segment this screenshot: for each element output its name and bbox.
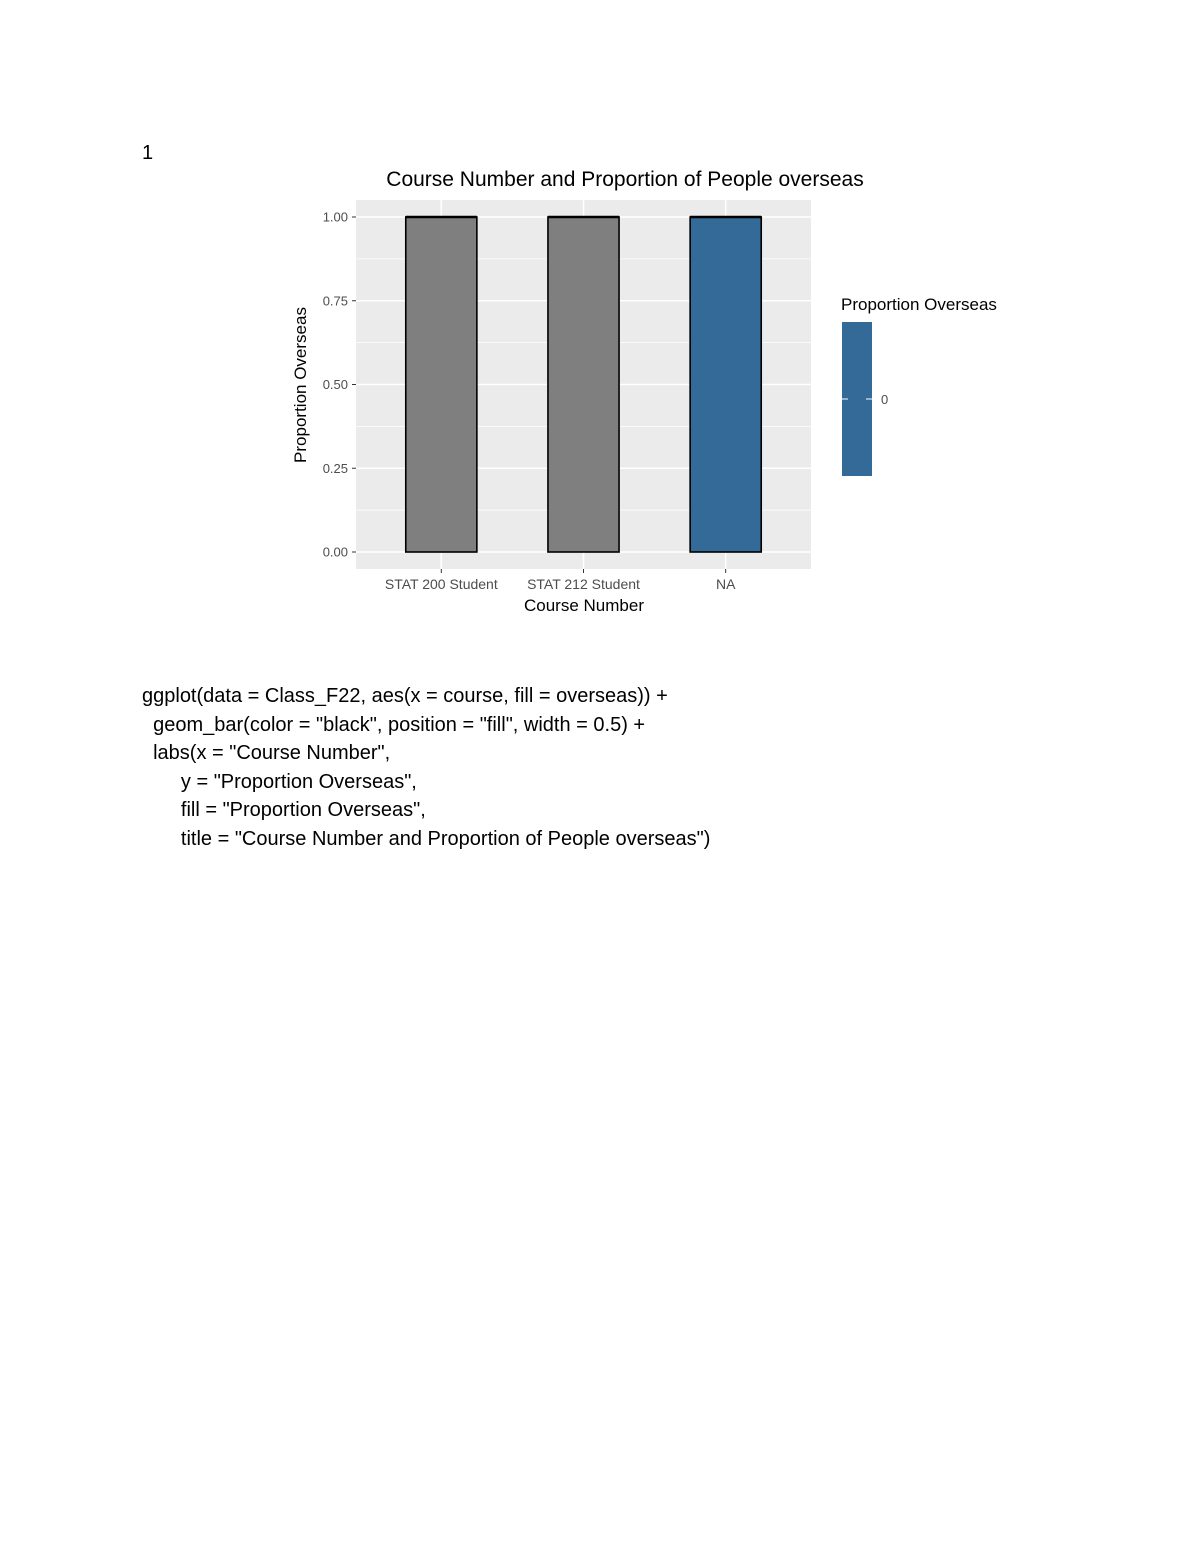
y-tick-label: 0.25 [322,460,348,476]
legend [841,295,997,476]
legend-label: 0 [881,392,889,407]
y-axis-label: Proportion Overseas [291,307,310,463]
code-line: fill = "Proportion Overseas", [142,799,426,822]
x-axis-label: Course Number [524,596,644,615]
bar-chart [0,0,1200,640]
y-tick-label: 1.00 [322,209,348,225]
legend-title: Proportion Overseas [841,295,997,314]
bar [548,217,619,552]
y-tick-label: 0.50 [322,377,348,392]
y-tick-label: 0.75 [322,293,348,309]
y-axis [323,210,356,560]
x-tick-label: STAT 200 Student [384,576,498,592]
code-block [142,682,710,854]
x-tick-label: NA [715,576,736,592]
code-line: y = "Proportion Overseas", [142,770,417,793]
code-line: title = "Course Number and Proportion of People overseas") [142,827,711,850]
bar [690,217,761,552]
x-axis [385,569,736,592]
code-line: ggplot(data = Class_F22, aes(x = course, fill = overseas)) + [142,685,668,707]
x-tick-label: STAT 212 Student [527,576,640,592]
page-number: 1 [142,142,154,164]
code-line: labs(x = "Course Number", [142,742,391,765]
code-line: geom_bar(color = "black", position = "fill", width = 0.5) + [142,713,646,736]
chart-title: Course Number and Proportion of People overseas [386,168,864,191]
bar [406,217,477,552]
y-tick-label: 0.00 [322,544,348,560]
bars [406,217,761,552]
